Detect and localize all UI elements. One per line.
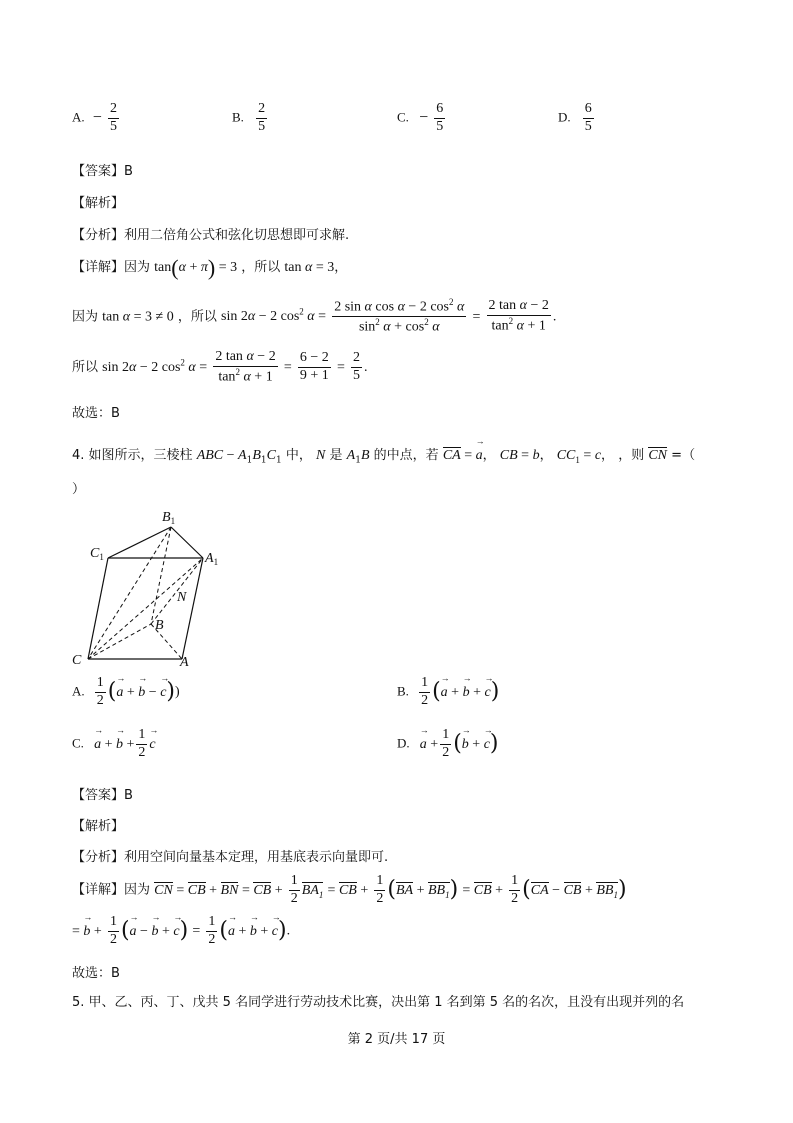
edge-b1-a1: [171, 527, 203, 558]
q4-analysis-heading: 【解析】: [72, 819, 125, 834]
option-label: C.: [397, 109, 409, 125]
q3-detail-line2: 因为 tan α = 3 ≠ 0 ，所以 sin 2α − 2 $\cos^2 \alpha$ = $\frac{2 \sin \alpha \cos \alpha - 2 \cos^2 \alpha}{\sin^2 \alpha + \cos^2 \alpha}$ = $\frac{\text{2 tan α − 2}}{\tan^2 \alpha + 1}$ .: [72, 297, 557, 335]
edge-b1-b: [151, 527, 171, 624]
option-fraction: $\frac{2}{5}$: [258, 101, 266, 134]
q4-option-c: C. a → + b → + $\frac{1}{2}$ c →: [72, 728, 156, 760]
q4-stem: 4. 如图所示，三棱柱 ABC − $A_1B_1C_1$ 中， N 是 $A_1B$ 的中点，若 CA = a →， CB = b， $CC_1 = c$， ，则 CN =（: [72, 444, 695, 466]
q3-detail-line1: 【详解】因为 tan(α + π) = 3 ，所以 tan α = 3，: [72, 254, 348, 280]
option-fraction: $\frac{6}{5}$: [436, 101, 444, 134]
q4-analysis: 【分析】利用空间向量基本定理，用基底表示向量即可.: [72, 850, 389, 865]
q4-stem-close: ）: [72, 482, 86, 497]
q4-option-d: D. a → + $\frac{1}{2}$ (b → + c →): [397, 728, 499, 760]
q3-detail-line3: 所以 sin 2α − 2 $\cos^2 \alpha$ = $\frac{\text{2 tan α − 2}}{\tan^2 \alpha + 1}$ = $\frac{6 - 2}{9 + 1}$ = $\frac{2}{5}$ .: [72, 349, 368, 385]
q4-detail-line2: = b → + $\frac{1}{2}$ (a → − b → + c →) = $\frac{1}{2}$ (a → + b → + c →).: [72, 915, 290, 947]
q3-analysis: 【分析】利用二倍角公式和弦化切思想即可求解.: [72, 228, 350, 243]
q5-stem: 5. 甲、乙、丙、丁、戊共 5 名同学进行劳动技术比赛，决出第 1 名到第 5 名的名次，且没有出现并列的名: [72, 995, 685, 1010]
edge-c1-b1: [108, 527, 171, 558]
q4-option-b: B. $\frac{1}{2}$ (a → + b → + c →): [397, 676, 499, 708]
q3-option-c: [397, 102, 447, 134]
option-label: D.: [558, 109, 571, 125]
option-fraction: $\frac{2}{5}$: [109, 101, 117, 134]
prism-figure: [66, 505, 236, 675]
q3-choice: 故选：B: [72, 406, 120, 421]
q3-analysis-heading: 【解析】: [72, 196, 125, 211]
edge-c-b: [88, 624, 151, 659]
q4-choice: 故选：B: [72, 966, 120, 981]
label-c: C: [72, 653, 82, 668]
label-c1: $C_1$: [90, 546, 104, 562]
page-footer: 第 2 页/共 17 页: [347, 1032, 446, 1047]
option-label: B.: [232, 109, 244, 125]
label-n: N: [177, 590, 187, 605]
option-sign: −: [419, 108, 429, 126]
label-a: A: [180, 655, 189, 670]
label-b1: $B_1$: [162, 510, 176, 526]
q4-answer: 【答案】B: [72, 788, 133, 803]
option-sign: −: [92, 108, 102, 126]
label-a1: $A_1$: [205, 551, 219, 567]
label-b: B: [155, 618, 164, 633]
q3-option-b: [232, 102, 269, 134]
q4-option-a: A. $\frac{1}{2}$ (a → + b → − c →)): [72, 676, 180, 708]
q3-option-a: [72, 102, 121, 134]
q3-answer: 【答案】B: [72, 164, 133, 179]
q4-detail-line1: 【详解】因为 CN = CB + BN = CB + $\frac{1}{2}$ $BA_1$ = CB + $\frac{1}{2}$ $(BA + BB_1)$ = CB + $\frac{1}{2}$ (CA − CB + $BB_1$): [72, 873, 627, 906]
q3-option-d: [558, 102, 596, 134]
option-fraction: $\frac{6}{5}$: [584, 101, 592, 134]
option-label: A.: [72, 109, 85, 125]
